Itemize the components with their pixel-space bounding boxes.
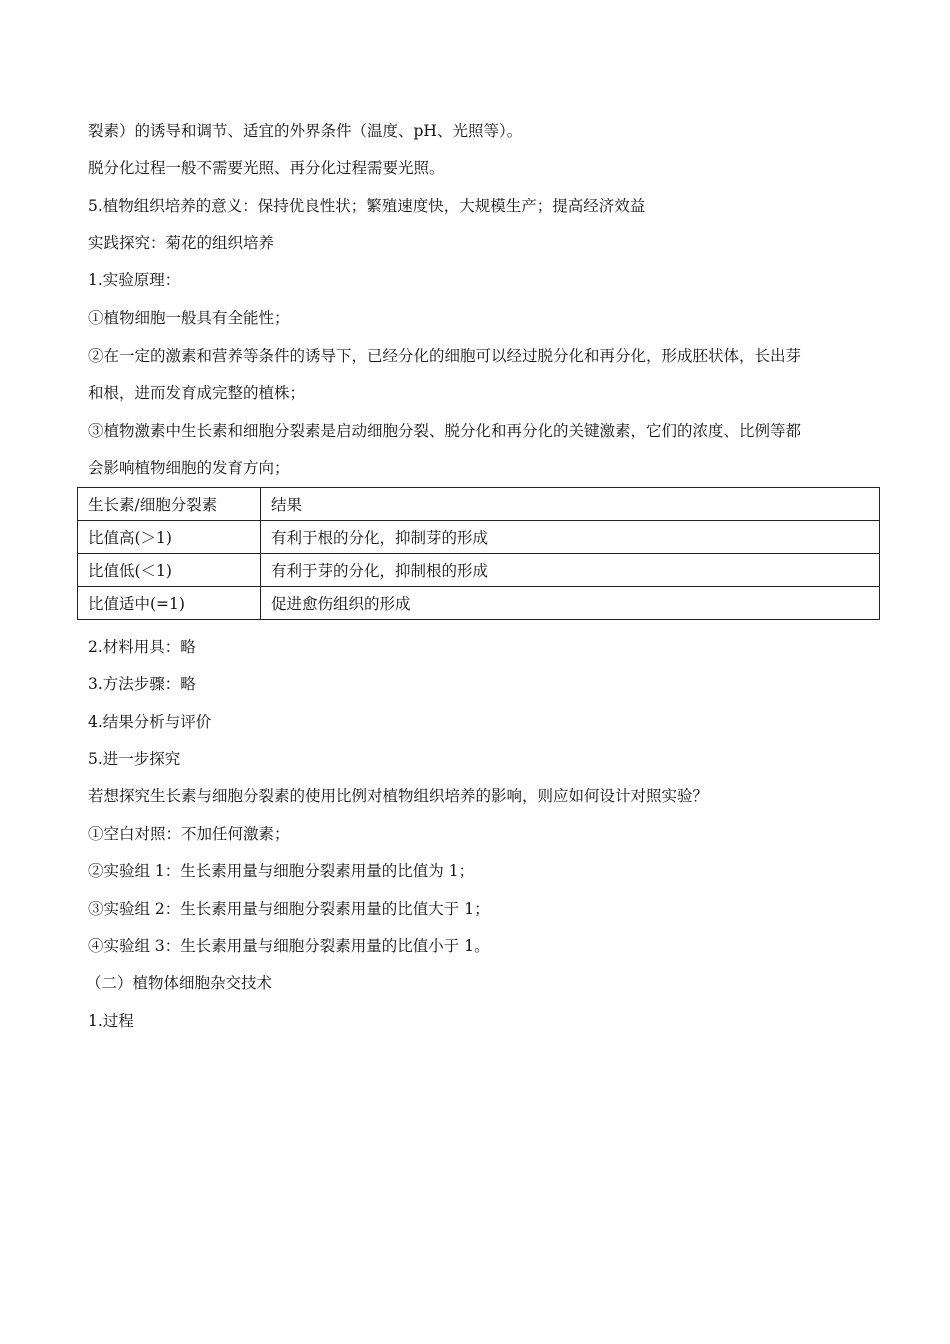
paragraph-hormone-conditions: 裂素）的诱导和调节、适宜的外界条件（温度、pH、光照等）。 — [88, 122, 523, 140]
heading-further-exploration: 5.进一步探究 — [88, 750, 181, 768]
table-cell: 有利于根的分化，抑制芽的形成 — [261, 521, 880, 554]
question-paragraph: 若想探究生长素与细胞分裂素的使用比例对植物组织培养的影响，则应如何设计对照实验？ — [88, 787, 709, 805]
principle-item-3-line-2: 会影响植物细胞的发育方向； — [88, 459, 290, 477]
principle-item-2-line-2: 和根，进而发育成完整的植株； — [88, 384, 306, 402]
heading-principle: 1.实验原理： — [88, 271, 181, 289]
principle-item-2-line-1: ②在一定的激素和营养等条件的诱导下，已经分化的细胞可以经过脱分化和再分化，形成胚状体，长出芽 — [88, 347, 802, 365]
table-row — [78, 554, 880, 587]
table-row — [78, 587, 880, 620]
principle-item-1: ①植物细胞一般具有全能性； — [88, 309, 290, 327]
table-row — [78, 521, 880, 554]
control-item-3: ③实验组 2：生长素用量与细胞分裂素用量的比值大于 1； — [88, 900, 490, 918]
section-heading-practice: 实践探究：菊花的组织培养 — [88, 234, 275, 252]
control-item-2: ②实验组 1：生长素用量与细胞分裂素用量的比值为 1； — [88, 862, 475, 880]
table-cell: 比值低(＜1) — [78, 554, 261, 587]
section-heading-hybridization: （二）植物体细胞杂交技术 — [86, 974, 273, 992]
table-cell: 促进愈伤组织的形成 — [261, 587, 880, 620]
heading-methods: 3.方法步骤：略 — [88, 675, 196, 693]
paragraph-significance: 5.植物组织培养的意义：保持优良性状；繁殖速度快，大规模生产；提高经济效益 — [88, 197, 646, 215]
hormone-ratio-table — [77, 487, 880, 620]
table-header-row — [78, 488, 880, 521]
principle-item-3-line-1: ③植物激素中生长素和细胞分裂素是启动细胞分裂、脱分化和再分化的关键激素，它们的浓度、比例等都 — [88, 422, 802, 440]
table-cell: 比值高(＞1) — [78, 521, 261, 554]
table-header-cell: 生长素/细胞分裂素 — [78, 488, 261, 521]
table-cell: 有利于芽的分化，抑制根的形成 — [261, 554, 880, 587]
heading-analysis: 4.结果分析与评价 — [88, 713, 212, 731]
table-cell: 比值适中(=1) — [78, 587, 261, 620]
heading-materials: 2.材料用具：略 — [88, 638, 196, 656]
table-header-cell: 结果 — [261, 488, 880, 521]
heading-process: 1.过程 — [88, 1012, 134, 1030]
paragraph-light-requirement: 脱分化过程一般不需要光照、再分化过程需要光照。 — [88, 159, 445, 177]
control-item-1: ①空白对照：不加任何激素； — [88, 825, 290, 843]
control-item-4: ④实验组 3：生长素用量与细胞分裂素用量的比值小于 1。 — [88, 937, 490, 955]
